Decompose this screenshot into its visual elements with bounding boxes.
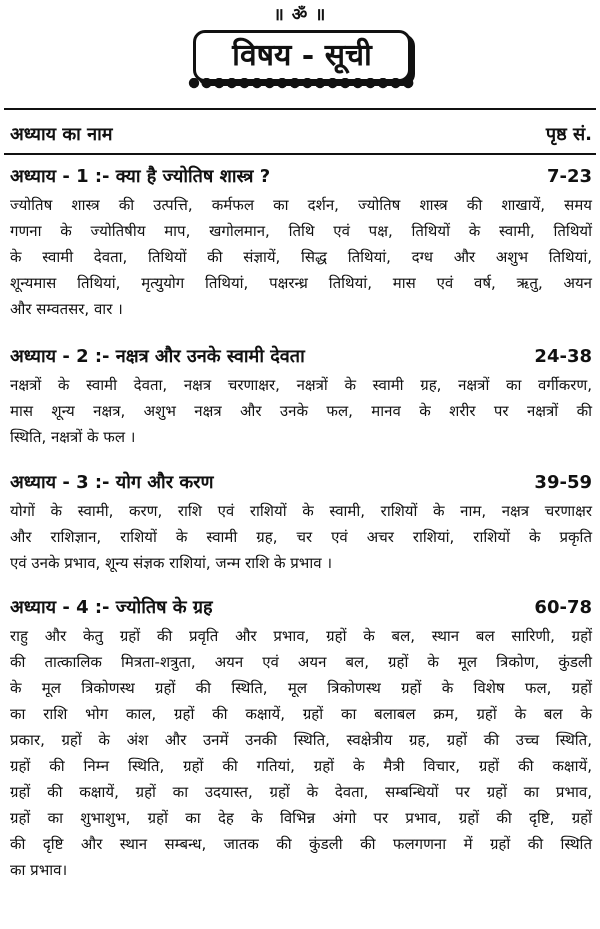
topic-line: शून्यमास तिथियां, मृत्युयोग तिथियां, पक्षरन्ध्र तिथियां, मास एवं वर्ष, ऋतु, अयन [10, 274, 592, 292]
chapter-topics [10, 372, 592, 450]
topic-line: की दृष्टि और स्थान सम्बन्ध, जातक की कुंडली की फलगणना में ग्रहों की स्थिति [10, 835, 592, 853]
scallop-bead [390, 78, 400, 88]
chapter-topics [10, 623, 592, 883]
topic-line: ग्रहों की निम्न स्थिति, ग्रहों की गतियां, ग्रहों के मैत्री विचार, ग्रहों की कक्षायें, [10, 757, 592, 775]
scallop-bead [340, 78, 350, 88]
title-box [193, 30, 411, 82]
divider-top [4, 108, 596, 110]
topic-line: मास शून्य नक्षत्र, अशुभ नक्षत्र और उनके फल, मानव के शरीर पर नक्षत्रों की [10, 402, 592, 420]
scallop-bead [403, 78, 413, 88]
page-title: विषय - सूची [232, 38, 372, 73]
topic-line: और राशिज्ञान, राशियों के स्वामी ग्रह, चर एवं अचर राशियां, राशियों के प्रकृति [10, 528, 592, 546]
topic-line: एवं उनके प्रभाव, शून्य संज्ञक राशियां, जन्म राशि के प्रभाव । [10, 554, 332, 572]
chapter-heading: अध्याय - 3 :- योग और करण [10, 472, 214, 493]
title-banner [185, 26, 417, 88]
chapter-heading-row [10, 343, 592, 371]
topic-line: का प्रभाव। [10, 861, 68, 879]
scallop-bead [264, 78, 274, 88]
scallop-bead [252, 78, 262, 88]
topic-line: ज्योतिष शास्त्र की उत्पत्ति, कर्मफल का दर्शन, ज्योतिष शास्त्र की शाखायें, समय [10, 196, 592, 214]
topic-line: के स्वामी देवता, तिथियों की संज्ञायें, सिद्ध तिथियां, दग्ध और अशुभ तिथियां, [10, 248, 592, 266]
topic-line: ग्रहों की कक्षायें, ग्रहों का उदयास्त, ग्रहों के देवता, सम्बन्धियों पर ग्रहों का प्रभाव, [10, 783, 592, 801]
page-number-header: पृष्ठ सं. [545, 124, 592, 145]
chapter-heading: अध्याय - 1 :- क्या है ज्योतिष शास्त्र ? [10, 166, 271, 187]
scallop-bead [315, 78, 325, 88]
chapter-pages: 7-23 [546, 166, 592, 187]
topic-line: के मूल त्रिकोणस्थ ग्रहों की स्थिति, मूल त्रिकोणस्थ ग्रहों के विशेष फल, ग्रहों [10, 679, 592, 697]
scallop-bead [227, 78, 237, 88]
chapter-heading: अध्याय - 2 :- नक्षत्र और उनके स्वामी देवता [10, 346, 305, 367]
topic-line: प्रकार, ग्रहों के अंश और उनमें उनकी स्थिति, स्वक्षेत्रीय ग्रह, ग्रहों की उच्च स्थिति, [10, 731, 592, 749]
om-invocation: ॥ ॐ ॥ [273, 5, 327, 25]
chapter-pages: 60-78 [534, 597, 592, 618]
chapter-pages: 39-59 [534, 472, 592, 493]
topic-line: और सम्वतसर, वार । [10, 300, 123, 318]
chapter-4 [10, 594, 592, 883]
chapter-topics [10, 498, 592, 576]
scallop-bead [290, 78, 300, 88]
chapter-heading-row [10, 469, 592, 497]
topic-line: योगों के स्वामी, करण, राशि एवं राशियों के स्वामी, राशियों के नाम, नक्षत्र चरणाक्षर [10, 502, 592, 520]
chapter-topics [10, 192, 592, 322]
topic-line: की तात्कालिक मित्रता-शत्रुता, अयन एवं अयन बल, ग्रहों के मूल त्रिकोण, कुंडली [10, 653, 592, 671]
topic-line: नक्षत्रों के स्वामी देवता, नक्षत्र चरणाक्षर, नक्षत्रों के स्वामी ग्रह, नक्षत्रों का वर्गीकरण, [10, 376, 592, 394]
chapter-3 [10, 469, 592, 576]
scallop-bead [214, 78, 224, 88]
scallop-bead [239, 78, 249, 88]
chapter-1 [10, 163, 592, 322]
topic-line: का राशि भोग काल, ग्रहों की कक्षायें, ग्रहों का बलाबल क्रम, ग्रहों के बल के [10, 705, 592, 723]
scallop-bead [201, 78, 211, 88]
scallop-bead [189, 78, 199, 88]
topic-line: ग्रहों का शुभाशुभ, ग्रहों का देह के विभिन्न अंगो पर प्रभाव, ग्रहों की दृष्टि, ग्रहों [10, 809, 592, 827]
topic-line: गणना के ज्योतिषीय माप, खगोलमान, तिथि एवं पक्ष, तिथियों के स्वामी, तिथियों [10, 222, 592, 240]
scallop-bead [378, 78, 388, 88]
chapter-pages: 24-38 [534, 346, 592, 367]
column-header-row [10, 122, 592, 146]
chapter-heading: अध्याय - 4 :- ज्योतिष के ग्रह [10, 597, 213, 618]
scallop-bead [302, 78, 312, 88]
topic-line: राहु और केतु ग्रहों की प्रवृति और प्रभाव, ग्रहों के बल, स्थान बल सारिणी, ग्रहों [10, 627, 592, 645]
topic-line: स्थिति, नक्षत्रों के फल । [10, 428, 136, 446]
scallop-border-icon [185, 78, 417, 92]
scallop-bead [365, 78, 375, 88]
chapter-name-header: अध्याय का नाम [10, 124, 113, 145]
chapter-heading-row [10, 163, 592, 191]
scallop-bead [277, 78, 287, 88]
scallop-bead [353, 78, 363, 88]
chapter-heading-row [10, 594, 592, 622]
scallop-bead [327, 78, 337, 88]
chapter-2 [10, 343, 592, 450]
divider-header [4, 153, 596, 155]
